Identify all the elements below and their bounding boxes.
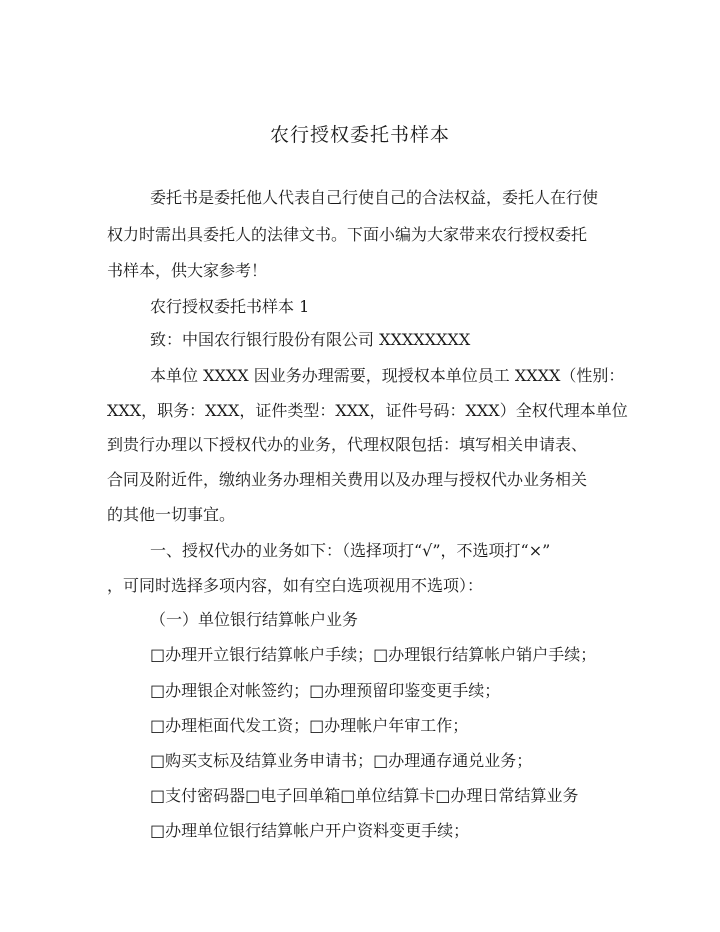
checkbox-option-line: □购买支标及结算业务申请书；□办理通存通兑业务； — [150, 751, 533, 770]
document-title: 农行授权委托书样本 — [269, 124, 450, 146]
subsection-heading: （一）单位银行结算帐户业务 — [150, 610, 359, 629]
paragraph-line: 书样本，供大家参考！ — [107, 261, 268, 280]
paragraph-line: 的其他一切事宜。 — [107, 505, 236, 524]
checkbox-option-line: □办理开立银行结算帐户手续；□办理银行结算帐户销户手续； — [150, 645, 597, 664]
paragraph-line: 到贵行办理以下授权代办的业务，代理权限包括：填写相关申请表、 — [107, 435, 588, 454]
paragraph-line: 本单位 XXXX 因业务办理需要，现授权本单位员工 XXXX（性别： — [150, 366, 625, 385]
paragraph-line: XXX，职务：XXX，证件类型：XXX，证件号码：XXX）全权代理本单位 — [107, 401, 628, 420]
section-heading: 农行授权委托书样本 1 — [150, 297, 310, 316]
checkbox-option-line: □办理单位银行结算帐户开户资料变更手续； — [150, 821, 470, 840]
paragraph-line: 权力时需出具委托人的法律文书。下面小编为大家带来农行授权委托 — [107, 225, 588, 244]
addressee-line: 致：中国农行银行股份有限公司 XXXXXXXX — [150, 330, 471, 349]
paragraph-line: 委托书是委托他人代表自己行使自己的合法权益，委托人在行使 — [150, 188, 599, 207]
paragraph-line: 合同及附近件，缴纳业务办理相关费用以及办理与授权代办业务相关 — [107, 470, 588, 489]
paragraph-line: ，可同时选择多项内容，如有空白选项视用不选项）： — [107, 576, 484, 595]
checkbox-option-line: □办理柜面代发工资；□办理帐户年审工作； — [150, 716, 469, 735]
checkbox-option-line: □支付密码器□电子回单箱□单位结算卡□办理日常结算业务 — [150, 786, 579, 805]
paragraph-line: 一、授权代办的业务如下：（选择项打“√”，不选项打“×” — [150, 541, 551, 560]
checkbox-option-line: □办理银企对帐签约；□办理预留印鉴变更手续； — [150, 681, 501, 700]
